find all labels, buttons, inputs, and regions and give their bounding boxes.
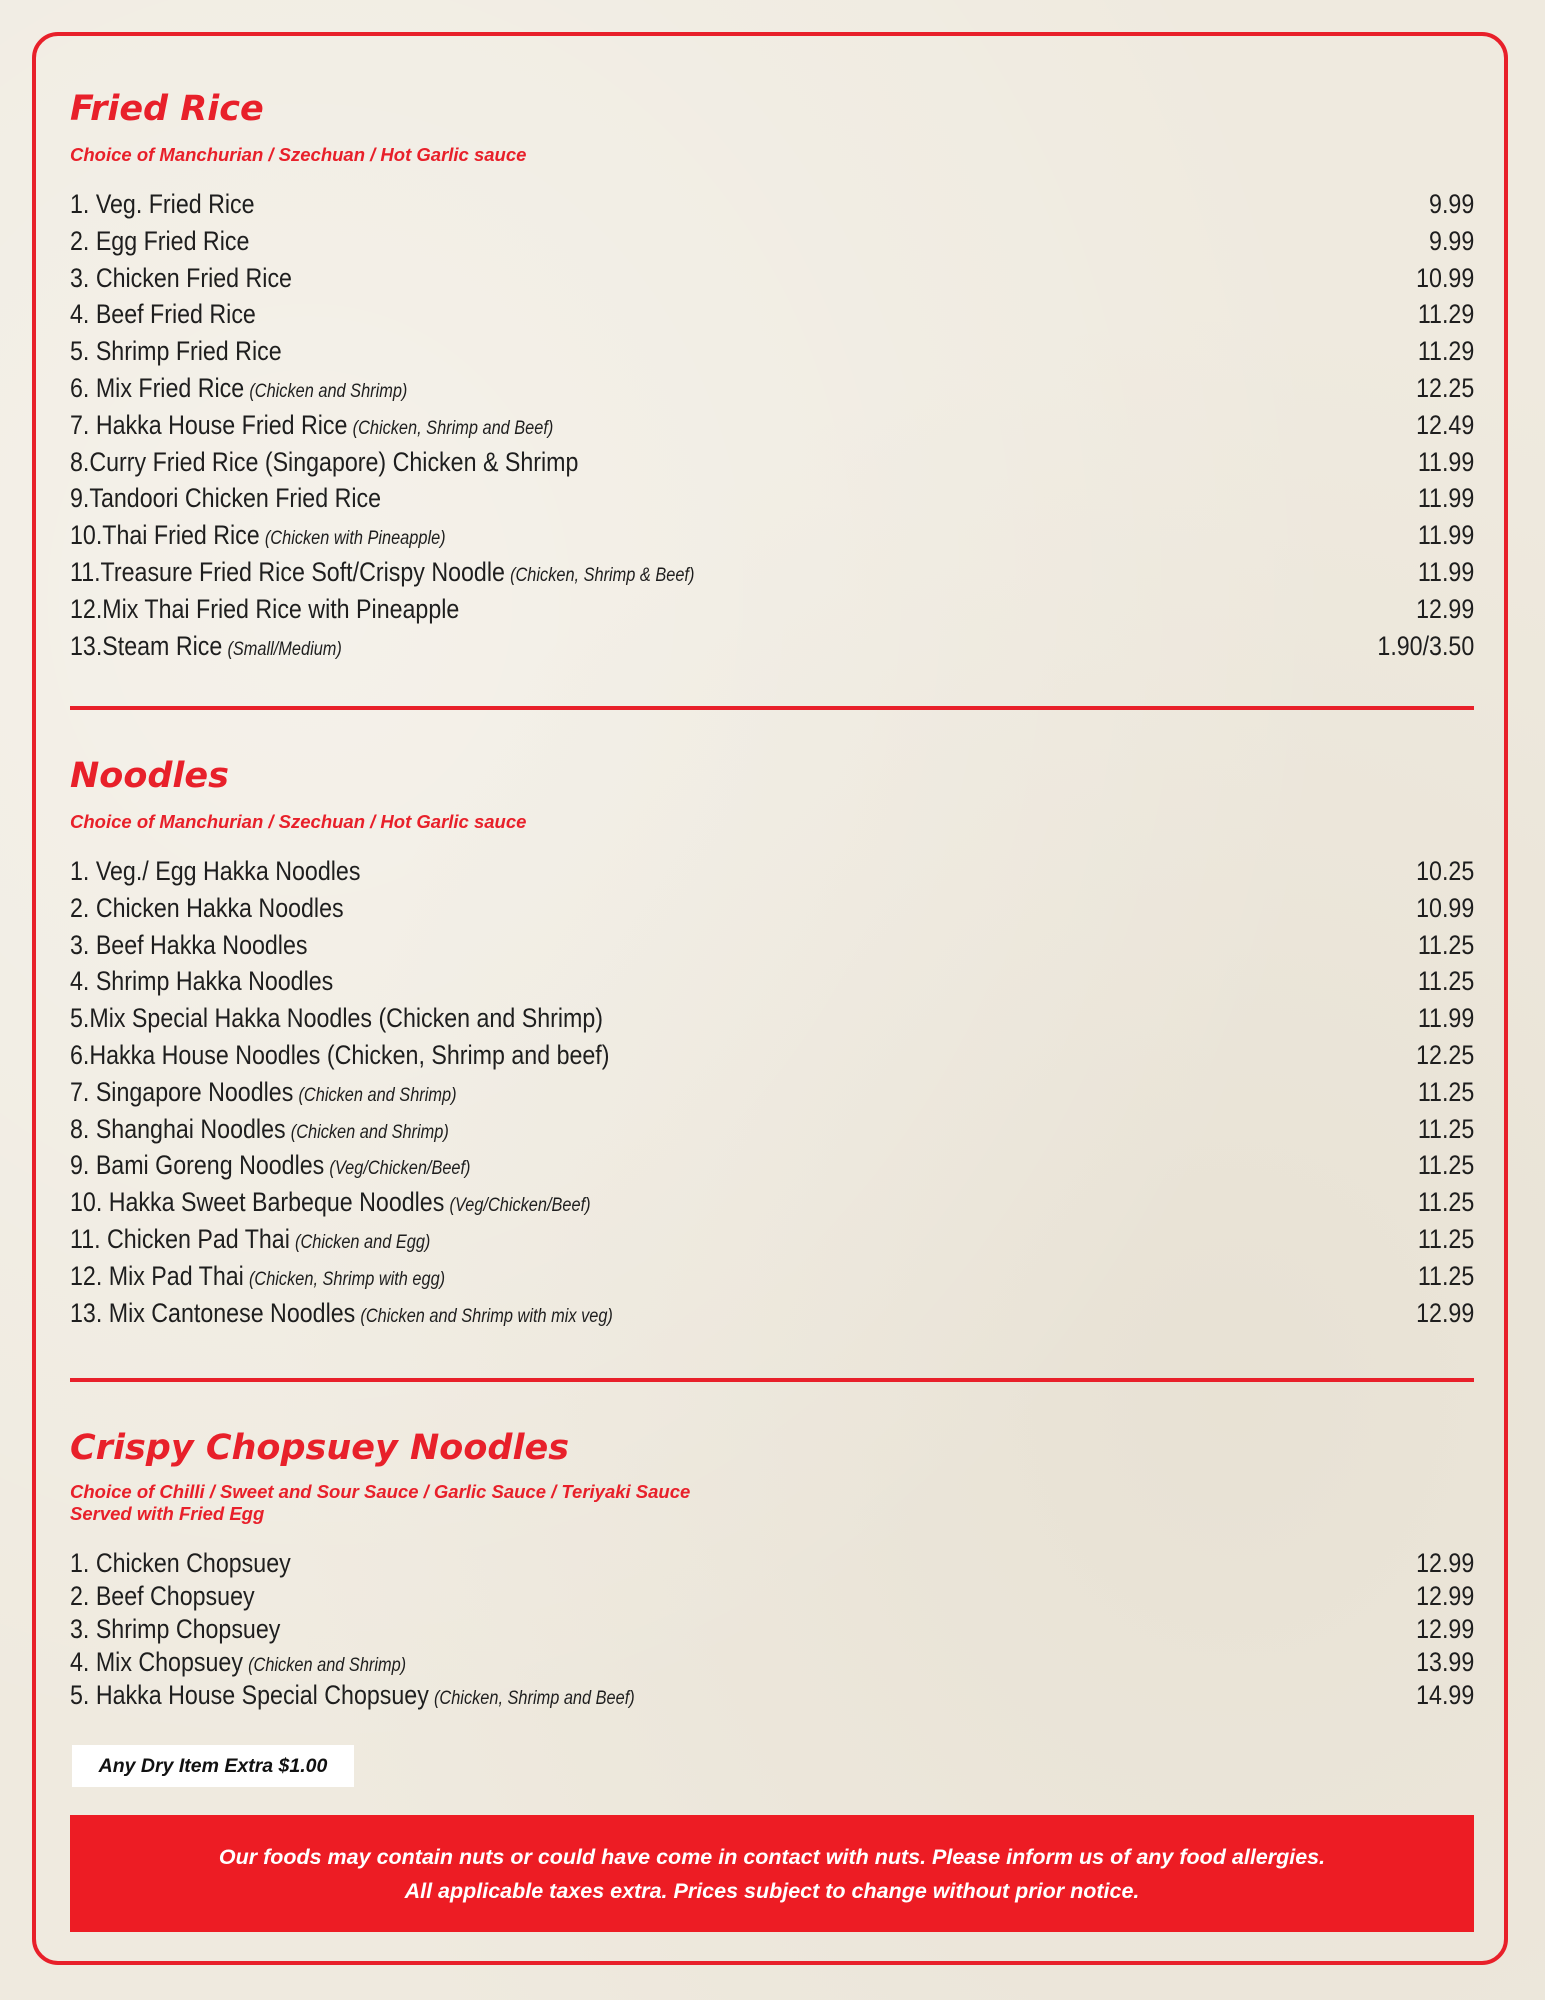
- menu-item: [70, 1679, 1474, 1712]
- menu-item-label: [70, 890, 344, 927]
- menu-item-label: [70, 186, 255, 223]
- menu-item-label: [70, 223, 249, 260]
- menu-item-price: 12.99: [1416, 1548, 1475, 1578]
- menu-item-name: 6.Hakka House Noodles (Chicken, Shrimp and beef): [70, 1039, 610, 1070]
- menu-item-name: 10.Thai Fried Rice: [70, 520, 260, 551]
- menu-item: [70, 1295, 1474, 1332]
- menu-item-label: [70, 480, 381, 517]
- menu-item-label: [70, 1646, 406, 1682]
- menu-item-label: [70, 1580, 255, 1613]
- menu-item-name: 7. Hakka House Fried Rice: [70, 409, 348, 440]
- menu-item-price: 14.99: [1416, 1680, 1475, 1710]
- menu-item-note: (Chicken, Shrimp & Beef): [510, 564, 695, 586]
- menu-item-label: [70, 1184, 591, 1225]
- menu-item-label: [70, 554, 694, 595]
- menu-item-price: 11.99: [1417, 483, 1475, 514]
- menu-item-price: 10.25: [1416, 856, 1475, 886]
- menu-item-name: 9. Bami Goreng Noodles: [70, 1150, 325, 1181]
- chopsuey-section: [70, 1427, 1474, 1712]
- menu-item-label: [70, 927, 308, 964]
- menu-item: [70, 370, 1474, 407]
- menu-item-name: 12.Mix Thai Fried Rice with Pineapple: [70, 593, 460, 624]
- menu-item: [70, 1258, 1474, 1295]
- menu-item: [70, 223, 1474, 260]
- menu-item-label: [70, 1074, 457, 1115]
- section-divider: [70, 1378, 1474, 1382]
- menu-item-name: 13.Steam Rice: [70, 630, 223, 661]
- menu-item-note: (Veg/Chicken/Beef): [449, 1195, 591, 1217]
- menu-item-price: 11.99: [1417, 556, 1475, 587]
- menu-item-note: (Chicken, Shrimp with egg): [248, 1268, 446, 1290]
- menu-item-label: [70, 963, 333, 1000]
- menu-item: [70, 444, 1474, 481]
- menu-item-price: 12.99: [1416, 1581, 1475, 1611]
- menu-item-name: 4. Mix Chopsuey: [70, 1647, 243, 1677]
- menu-item-name: 8.Curry Fried Rice (Singapore) Chicken & Shrimp: [70, 446, 579, 477]
- chopsuey-subtitle: Choice of Chilli / Sweet and Sour Sauce / Garlic Sauce / Teriyaki Sauce: [70, 1481, 691, 1502]
- noodles-section: [70, 755, 1474, 1331]
- menu-item-label: [70, 517, 446, 558]
- fried-rice-title: Fried Rice: [70, 89, 264, 129]
- menu-item: [70, 1221, 1474, 1258]
- menu-item-name: 8. Shanghai Noodles: [70, 1113, 286, 1144]
- menu-item: [70, 1580, 1474, 1613]
- menu-item-label: [70, 444, 578, 481]
- allergy-notice: [70, 1815, 1474, 1932]
- menu-item-note: (Chicken and Shrimp with mix veg): [360, 1305, 613, 1327]
- menu-item-label: [70, 1111, 449, 1152]
- menu-item: [70, 963, 1474, 1000]
- menu-item-price: 12.49: [1416, 409, 1475, 440]
- menu-item-name: 9.Tandoori Chicken Fried Rice: [70, 483, 382, 514]
- menu-item: [70, 1000, 1474, 1037]
- menu-item: [70, 480, 1474, 517]
- menu-item-label: [70, 1221, 430, 1262]
- menu-item-price: 11.25: [1417, 1113, 1475, 1144]
- menu-item-price: 12.25: [1416, 372, 1475, 403]
- menu-item-name: 1. Veg./ Egg Hakka Noodles: [70, 856, 361, 886]
- menu-item-note: (Chicken and Shrimp): [290, 1121, 449, 1143]
- notice-line-2: All applicable taxes extra. Prices subject to change without prior notice.: [404, 1878, 1140, 1903]
- menu-item-label: [70, 1295, 613, 1336]
- menu-item-price: 11.29: [1417, 336, 1475, 367]
- menu-item-name: 2. Chicken Hakka Noodles: [70, 892, 344, 923]
- menu-item-name: 3. Chicken Fried Rice: [70, 262, 292, 293]
- menu-item-name: 7. Singapore Noodles: [70, 1076, 294, 1107]
- menu-item: [70, 407, 1474, 444]
- menu-item-label: [70, 296, 256, 333]
- fried-rice-section: [70, 88, 1474, 664]
- menu-item-label: [70, 1613, 280, 1646]
- menu-item-name: 1. Veg. Fried Rice: [70, 189, 255, 219]
- menu-item-name: 11.Treasure Fried Rice Soft/Crispy Noodle: [70, 556, 505, 587]
- menu-item-price: 13.99: [1416, 1647, 1475, 1677]
- menu-item-price: 11.99: [1417, 1003, 1475, 1034]
- menu-item-note: (Chicken and Shrimp): [249, 380, 408, 402]
- menu-item-price: 11.99: [1417, 520, 1475, 551]
- menu-item-label: [70, 628, 342, 669]
- menu-item-name: 5. Shrimp Fried Rice: [70, 336, 282, 367]
- chopsuey-subtitle-2: Served with Fried Egg: [70, 1503, 265, 1524]
- menu-item: [70, 1147, 1474, 1184]
- menu-item-note: (Chicken with Pineapple): [264, 528, 446, 550]
- menu-item-price: 12.99: [1416, 1614, 1475, 1644]
- menu-item-name: 3. Shrimp Chopsuey: [70, 1614, 281, 1644]
- menu-item: [70, 1613, 1474, 1646]
- menu-item-name: 4. Beef Fried Rice: [70, 299, 256, 330]
- menu-item: [70, 1184, 1474, 1221]
- menu-item: [70, 927, 1474, 964]
- menu-item-price: 11.25: [1417, 1260, 1475, 1291]
- menu-item-name: 5. Hakka House Special Chopsuey: [70, 1680, 429, 1710]
- menu-item-price: 11.99: [1417, 446, 1475, 477]
- menu-item-note: (Veg/Chicken/Beef): [329, 1158, 471, 1180]
- menu-item-price: 11.25: [1417, 929, 1475, 960]
- menu-item-label: [70, 1037, 610, 1074]
- menu-item-label: [70, 1679, 635, 1715]
- menu-item-price: 11.25: [1417, 1150, 1475, 1181]
- menu-item-label: [70, 1000, 603, 1037]
- menu-item-name: 11. Chicken Pad Thai: [70, 1223, 290, 1254]
- menu-item-price: 11.25: [1417, 1076, 1475, 1107]
- fried-rice-list: [70, 186, 1474, 664]
- menu-item-name: 6. Mix Fried Rice: [70, 372, 245, 403]
- menu-item: [70, 296, 1474, 333]
- menu-item-note: (Chicken and Egg): [295, 1231, 431, 1253]
- menu-item-note: (Chicken, Shrimp and Beef): [352, 417, 554, 439]
- menu-item-price: 12.25: [1416, 1039, 1475, 1070]
- menu-item: [70, 853, 1474, 890]
- menu-item: [70, 1547, 1474, 1580]
- menu-item-price: 9.99: [1429, 189, 1475, 219]
- menu-item-price: 10.99: [1416, 892, 1475, 923]
- notice-line-1: Our foods may contain nuts or could have come in contact with nuts. Please inform us of any food allergies.: [218, 1844, 1326, 1869]
- menu-item-label: [70, 591, 459, 628]
- menu-item-name: 10. Hakka Sweet Barbeque Noodles: [70, 1187, 445, 1218]
- menu-item: [70, 517, 1474, 554]
- chopsuey-list: [70, 1547, 1474, 1712]
- menu-item: [70, 333, 1474, 370]
- menu-item-name: 1. Chicken Chopsuey: [70, 1548, 291, 1578]
- menu-item: [70, 1074, 1474, 1111]
- menu-item-price: 12.99: [1416, 1297, 1475, 1328]
- chopsuey-title: Crispy Chopsuey Noodles: [70, 1428, 570, 1468]
- menu-item: [70, 890, 1474, 927]
- noodles-subtitle: Choice of Manchurian / Szechuan / Hot Garlic sauce: [70, 811, 527, 832]
- menu-item: [70, 1111, 1474, 1148]
- menu-item-price: 11.25: [1417, 966, 1475, 997]
- fried-rice-subtitle: Choice of Manchurian / Szechuan / Hot Garlic sauce: [70, 144, 527, 165]
- menu-item-label: [70, 370, 407, 411]
- menu-item-label: [70, 1258, 445, 1299]
- menu-item-name: 4. Shrimp Hakka Noodles: [70, 966, 334, 997]
- menu-item: [70, 591, 1474, 628]
- menu-item-price: 11.29: [1417, 299, 1475, 330]
- menu-item-price: 11.25: [1417, 1187, 1475, 1218]
- extra-charge-note: Any Dry Item Extra $1.00: [72, 1745, 354, 1787]
- menu-item-name: 3. Beef Hakka Noodles: [70, 929, 308, 960]
- menu-item-note: (Chicken and Shrimp): [248, 1655, 407, 1676]
- menu-item-label: [70, 333, 282, 370]
- menu-item-price: 11.25: [1417, 1223, 1475, 1254]
- menu-item: [70, 1037, 1474, 1074]
- menu-item: [70, 186, 1474, 223]
- section-divider: [70, 706, 1474, 710]
- menu-item-price: 9.99: [1429, 225, 1475, 256]
- menu-item-label: [70, 260, 292, 297]
- menu-item-label: [70, 1147, 471, 1188]
- menu-item: [70, 554, 1474, 591]
- menu-item-note: (Chicken, Shrimp and Beef): [433, 1688, 635, 1709]
- menu-item-price: 12.99: [1416, 593, 1475, 624]
- noodles-list: [70, 853, 1474, 1331]
- menu-item-name: 2. Egg Fried Rice: [70, 225, 250, 256]
- menu-item: [70, 260, 1474, 297]
- menu-item-label: [70, 407, 553, 448]
- noodles-title: Noodles: [70, 756, 230, 796]
- menu-item: [70, 628, 1474, 665]
- menu-item-name: 12. Mix Pad Thai: [70, 1260, 244, 1291]
- menu-item-name: 5.Mix Special Hakka Noodles (Chicken and Shrimp): [70, 1003, 603, 1034]
- menu-item-note: (Chicken and Shrimp): [298, 1084, 457, 1106]
- menu-item-price: 1.90/3.50: [1377, 630, 1475, 661]
- menu-item-name: 2. Beef Chopsuey: [70, 1581, 255, 1611]
- menu-item-name: 13. Mix Cantonese Noodles: [70, 1297, 356, 1328]
- menu-item-label: [70, 1547, 291, 1580]
- menu-item-label: [70, 853, 360, 890]
- menu-item-price: 10.99: [1416, 262, 1475, 293]
- menu-item-note: (Small/Medium): [227, 638, 342, 660]
- menu-item: [70, 1646, 1474, 1679]
